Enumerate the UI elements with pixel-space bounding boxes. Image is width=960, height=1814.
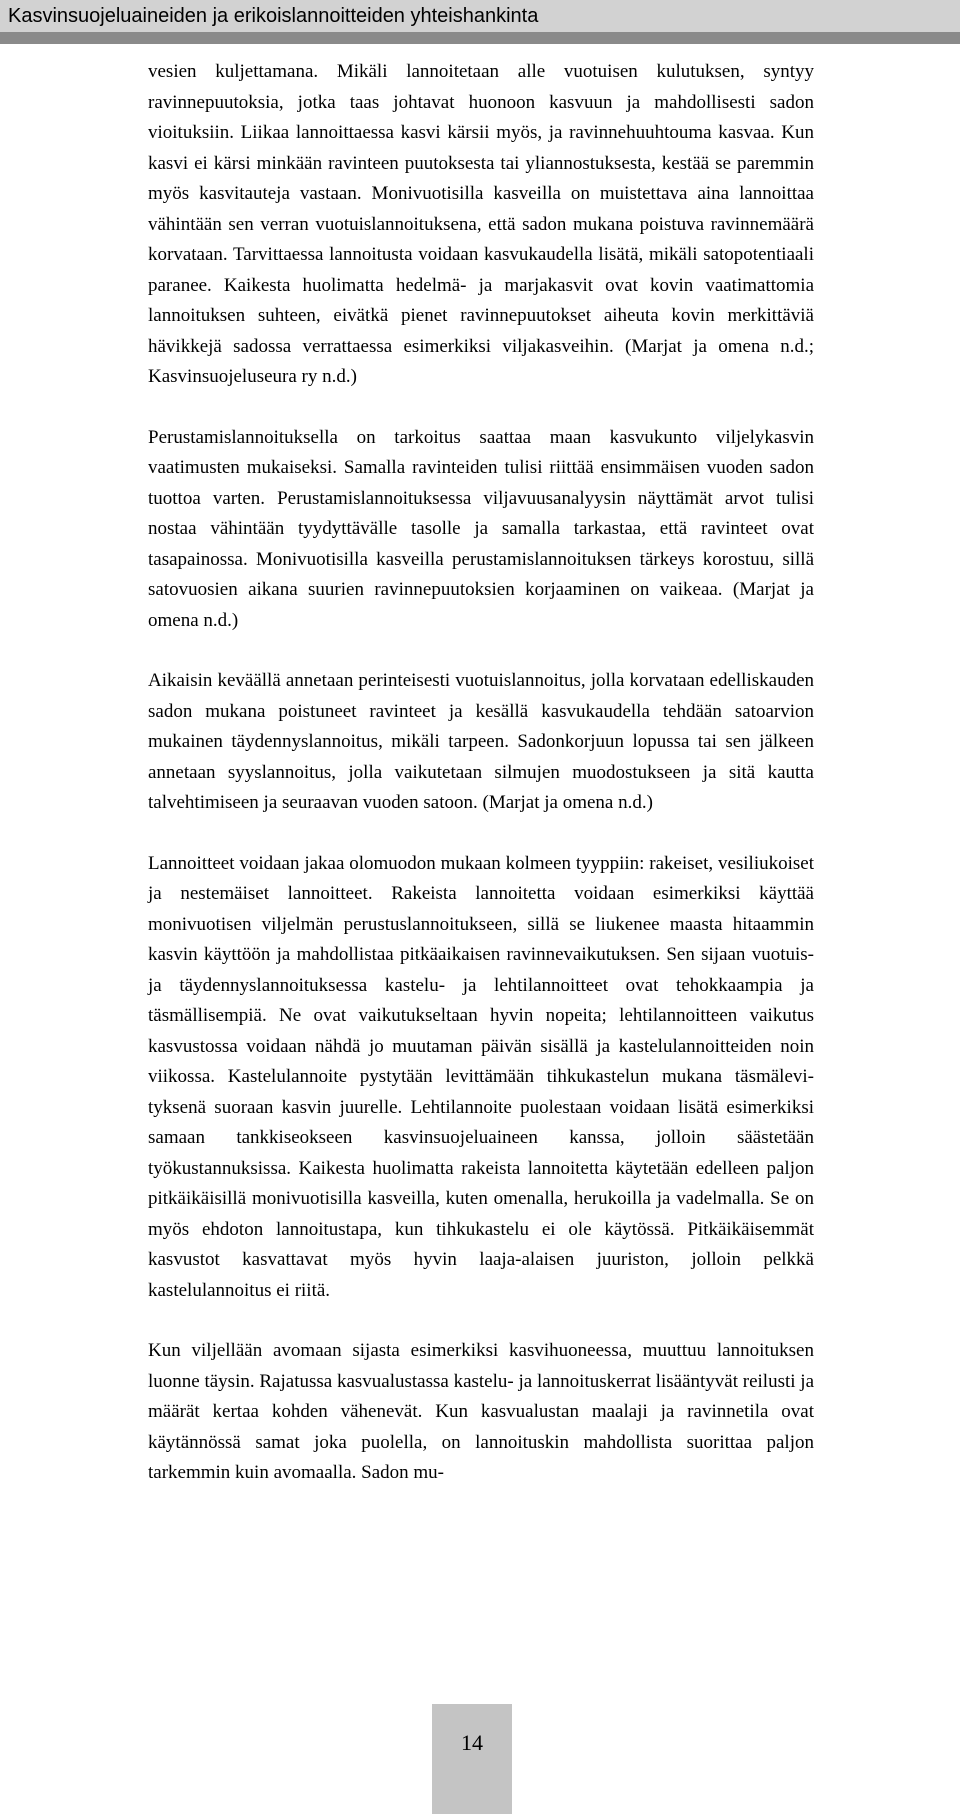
paragraph-2: Perustamislannoituksella on tarkoitus saattaa maan kasvukunto viljelykasvin vaatimusten mukaiseksi. Samalla ravinteiden tulisi riittää ensimmäisen vuoden sadon tuottoa varten. Perustamislannoituksessa viljavuusanalyysin näyttämät arvot tulisi nostaa vähintään tyydyttävälle tasolle ja samalla tarkastaa, että ravinteet ovat tasapainossa. Monivuotisilla kasveilla perustamislannoituksen tärkeys korostuu, sillä satovuosien aikana suurien ravinnepuutoksien korjaaminen on vaikeaa. (Marjat ja omena n.d.) bbox=[148, 426, 814, 631]
body-text bbox=[148, 57, 814, 1519]
page-number-box bbox=[432, 1704, 512, 1814]
header-title: Kasvinsuojeluaineiden ja erikoislannoitteiden yhteishankinta bbox=[8, 5, 539, 27]
paragraph-5: Kun viljellään avomaan sijasta esimerkiksi kasvihuoneessa, muuttuu lannoituksen luonne täysin. Rajatussa kasvualustassa kastelu- ja lannoituskerrat lisääntyvät reilusti ja määrät kertaa kohden vähenevät. Kun kasvualustan maalaji ja ravinnetila ovat käytännössä samat joka puolella, on lannoituskin mahdollista suorittaa paljon tarkemmin kuin avomaalla. Sadon mu- bbox=[148, 1340, 814, 1483]
paragraph-3: Aikaisin keväällä annetaan perinteisesti vuotuislannoitus, jolla korvataan edelliskauden sadon mukana poistuneet ravinteet ja kesällä kasvukaudella tehdään satoarvion mukainen täydennyslannoitus, mikäli tarpeen. Sadonkorjuun lopussa tai sen jälkeen annetaan syyslannoitus, jolla vaikutetaan silmujen muodostukseen ja sitä kautta talvehtimiseen ja seuraavan vuoden satoon. (Marjat ja omena n.d.) bbox=[148, 670, 814, 813]
paragraph-4: Lannoitteet voidaan jakaa olomuodon mukaan kolmeen tyyppiin: rakeiset, vesiliukoiset ja nestemäiset lannoitteet. Rakeista lannoitetta voidaan esimerkiksi käyttää monivuotisen viljelmän perustuslannoitukseen, sillä se liukenee maasta hitaammin kasvin käyttöön ja mahdollistaa pitkäaikaisen ravinnevaikutuksen. Sen sijaan vuotuis- ja täydennyslannoituksessa kastelu- ja lehtilannoitteet ovat tehokkaampia ja täsmällisempiä. Ne ovat vaikutukseltaan hyvin nopeita; lehtilannoitteen vaikutus kasvustossa voidaan nähdä jo muutaman päivän sisällä ja kastelulannoitteiden noin viikossa. Kastelulannoite pystytään levittämään tihkukastelun mukana täsmälevityksenä suoraan kasvin juurelle. Lehtilannoite puolestaan voidaan lisätä esimerkiksi samaan tankkiseokseen kasvinsuojeluaineen kanssa, jolloin säästetään työkustannuksissa. Kaikesta huolimatta rakeista lannoitetta käytetään edelleen paljon pitkäikäisillä monivuotisilla kasveilla, kuten omenalla, herukoilla ja vadelmalla. Se on myös ehdoton lannoitustapa, kun tihkukastelu ei ole käytössä. Pitkäikäisemmät kasvustot kasvattavat myös hyvin laaja-alaisen juuriston, jolloin pelkkä kastelulannoitus ei riitä. bbox=[148, 852, 814, 1301]
header-rule bbox=[0, 32, 960, 44]
page-number: 14 bbox=[461, 1730, 483, 1755]
paragraph-1: vesien kuljettamana. Mikäli lannoitetaan alle vuotuisen kulutuksen, syntyy ravinnepuutoksia, jotka taas johtavat huonoon kasvuun ja mahdollisesti sadon vioituksiin. Liikaa lannoittaessa kasvi kärsii myös, ja ravinnehuuhtouma kasvaa. Kun kasvi ei kärsi minkään ravinteen puutoksesta tai yliannostuksesta, kestää se paremmin myös kasvitauteja vastaan. Monivuotisilla kasveilla on muistettava aina lannoittaa vähintään sen verran vuotuislannoituksena, että sadon mukana poistuva ravinnemäärä korvataan. Tarvittaessa lannoitusta voidaan kasvukaudella lisätä, mikäli satopotentiaali paranee. Kaikesta huolimatta hedelmä- ja marjakasvit ovat kovin vaatimattomia lannoituksen suhteen, eivätkä pienet ravinnepuutokset aiheuta kovin merkittäviä hävikkejä sadossa verrattaessa esimerkiksi viljakasveihin. (Marjat ja omena n.d.; Kasvinsuojeluseura ry n.d.) bbox=[148, 61, 814, 387]
